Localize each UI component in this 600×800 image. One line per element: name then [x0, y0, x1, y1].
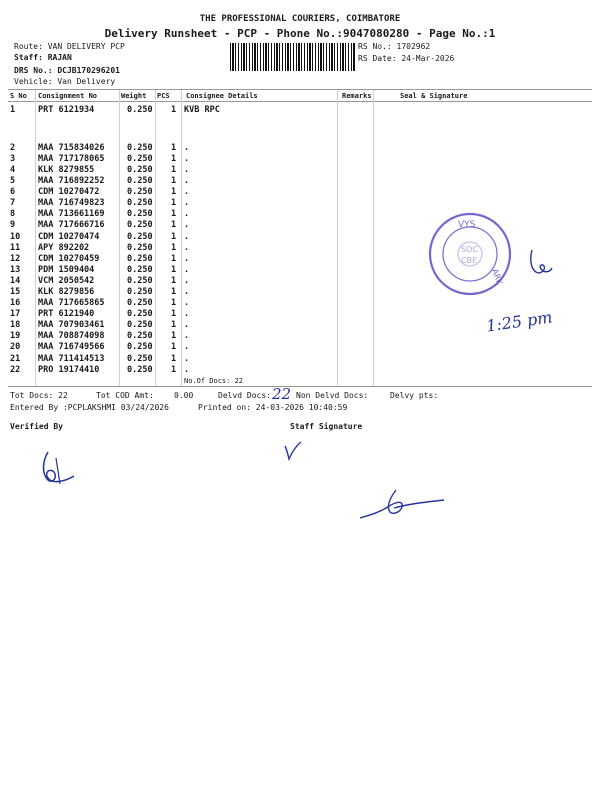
- row-consignment: KLK 8279856: [38, 287, 95, 297]
- table-bottom-rule: [8, 386, 592, 387]
- row-consignment: CDM 10270472: [38, 187, 100, 197]
- printed-on: Printed on: 24-03-2026 10:40:59: [198, 403, 348, 412]
- row-consignment: MAA 717178065: [38, 154, 105, 164]
- staff-label: Staff: RAJAN: [14, 53, 72, 62]
- staff-signature: [356, 488, 446, 520]
- row-pcs: 1: [171, 198, 177, 208]
- row-details: .: [184, 154, 190, 164]
- row-sno: 10: [10, 232, 21, 242]
- row-sno: 5: [10, 176, 16, 186]
- row-details: .: [184, 331, 190, 341]
- row-pcs: 1: [171, 342, 177, 352]
- table-row: [0, 354, 600, 365]
- row-consignment: CDM 10270474: [38, 232, 100, 242]
- row-consignment: PDM 1509404: [38, 265, 95, 275]
- row-sno: 20: [10, 342, 21, 352]
- row-details: .: [184, 342, 190, 352]
- header-top-rule: [8, 89, 592, 90]
- row-consignment: MAA 707903461: [38, 320, 105, 330]
- row-weight: 0.250: [127, 220, 153, 230]
- row-consignment: MAA 716892252: [38, 176, 105, 186]
- row-sno: 14: [10, 276, 21, 286]
- row-pcs: 1: [171, 354, 177, 364]
- row-sno: 4: [10, 165, 16, 175]
- row-sno: 11: [10, 243, 21, 253]
- row-pcs: 1: [171, 232, 177, 242]
- row-pcs: 1: [171, 309, 177, 319]
- row-pcs: 1: [171, 365, 177, 375]
- rs-number: RS No.: 1702962: [358, 42, 431, 51]
- row-details: .: [184, 320, 190, 330]
- row-weight: 0.250: [127, 232, 153, 242]
- svg-text:ARK: ARK: [490, 267, 505, 286]
- row-consignment: MAA 716749823: [38, 198, 105, 208]
- non-delvd-docs-label: Non Delvd Docs:: [296, 391, 369, 400]
- svg-text:CBE: CBE: [461, 256, 478, 265]
- vehicle-label: Vehicle: Van Delivery: [14, 77, 116, 86]
- row-details: .: [184, 176, 190, 186]
- col-seal-signature: Seal & Signature: [400, 92, 468, 100]
- row-consignment: MAA 717665865: [38, 298, 105, 308]
- table-row: [0, 105, 600, 116]
- table-row: [0, 187, 600, 198]
- row-details: .: [184, 298, 190, 308]
- row-weight: 0.250: [127, 309, 153, 319]
- col-consignee-details: Consignee Details: [186, 92, 258, 100]
- row-details: KVB RPC: [184, 105, 220, 115]
- table-row: [0, 154, 600, 165]
- table-row: [0, 298, 600, 309]
- row-pcs: 1: [171, 143, 177, 153]
- row-details: .: [184, 365, 190, 375]
- row-details: .: [184, 254, 190, 264]
- row-sno: 17: [10, 309, 21, 319]
- table-row: [0, 331, 600, 342]
- row-sno: 19: [10, 331, 21, 341]
- row-weight: 0.250: [127, 354, 153, 364]
- row-weight: 0.250: [127, 320, 153, 330]
- row-weight: 0.250: [127, 298, 153, 308]
- drs-number: DRS No.: DCJB170296201: [14, 66, 120, 75]
- company-name: THE PROFESSIONAL COURIERS, COIMBATORE: [199, 14, 401, 24]
- row-sno: 16: [10, 298, 21, 308]
- row-weight: 0.250: [127, 209, 153, 219]
- row-sno: 7: [10, 198, 16, 208]
- row-details: .: [184, 143, 190, 153]
- row-sno: 6: [10, 187, 16, 197]
- runsheet-title: Delivery Runsheet - PCP - Phone No.:9047080280 - Page No.:1: [104, 27, 496, 40]
- row-details: .: [184, 209, 190, 219]
- row-pcs: 1: [171, 276, 177, 286]
- table-row: [0, 198, 600, 209]
- row-details: .: [184, 220, 190, 230]
- staff-signature-label: Staff Signature: [290, 422, 363, 431]
- table-row: [0, 342, 600, 353]
- row-consignment: MAA 711414513: [38, 354, 105, 364]
- row-weight: 0.250: [127, 365, 153, 375]
- row-sno: 22: [10, 365, 21, 375]
- row-pcs: 1: [171, 154, 177, 164]
- row-weight: 0.250: [127, 176, 153, 186]
- row-sno: 12: [10, 254, 21, 264]
- row-sno: 1: [10, 105, 16, 115]
- tot-docs: Tot Docs: 22: [10, 391, 68, 400]
- row-consignment: MAA 717666716: [38, 220, 105, 230]
- row-details: .: [184, 165, 190, 175]
- row-weight: 0.250: [127, 265, 153, 275]
- row-details: .: [184, 265, 190, 275]
- row-weight: 0.250: [127, 154, 153, 164]
- rs-date: RS Date: 24-Mar-2026: [358, 54, 455, 63]
- entered-by: Entered By :PCPLAKSHMI 03/24/2026: [10, 403, 169, 412]
- row-pcs: 1: [171, 176, 177, 186]
- row-pcs: 1: [171, 165, 177, 175]
- row-details: .: [184, 309, 190, 319]
- row-weight: 0.250: [127, 198, 153, 208]
- handwritten-time: 1:25 pm: [485, 307, 554, 336]
- row-weight: 0.250: [127, 254, 153, 264]
- svg-text:VYS: VYS: [458, 220, 476, 230]
- row-sno: 9: [10, 220, 16, 230]
- row-sno: 2: [10, 143, 16, 153]
- row-consignment: MAA 715834026: [38, 143, 105, 153]
- row-weight: 0.250: [127, 331, 153, 341]
- row-pcs: 1: [171, 287, 177, 297]
- col-sno: S No: [10, 92, 27, 100]
- col-remarks: Remarks: [342, 92, 372, 100]
- col-consignment: Consignment No: [38, 92, 98, 100]
- row-details: .: [184, 276, 190, 286]
- row-weight: 0.250: [127, 276, 153, 286]
- row-details: .: [184, 232, 190, 242]
- row-consignment: VCM 2050542: [38, 276, 95, 286]
- tot-cod-value: 0.00: [174, 391, 194, 400]
- row-weight: 0.250: [127, 243, 153, 253]
- row-pcs: 1: [171, 187, 177, 197]
- svg-text:SOC: SOC: [461, 245, 478, 254]
- row-consignment: PRT 6121940: [38, 309, 95, 319]
- row-sno: 21: [10, 354, 21, 364]
- row-pcs: 1: [171, 320, 177, 330]
- row-sno: 3: [10, 154, 16, 164]
- table-row: [0, 165, 600, 176]
- row-sno: 15: [10, 287, 21, 297]
- staff-tick-mark: [282, 440, 304, 462]
- seal-area-signature: [526, 248, 554, 278]
- row-details: .: [184, 243, 190, 253]
- row-weight: 0.250: [127, 287, 153, 297]
- row-weight: 0.250: [127, 187, 153, 197]
- row-consignment: APY 892202: [38, 243, 90, 253]
- row-weight: 0.250: [127, 105, 153, 115]
- row-consignment: MAA 713661169: [38, 209, 105, 219]
- row-pcs: 1: [171, 220, 177, 230]
- row-details: .: [184, 198, 190, 208]
- barcode: [230, 43, 356, 71]
- row-pcs: 1: [171, 254, 177, 264]
- company-seal-stamp: [428, 212, 514, 298]
- row-consignment: KLK 8279855: [38, 165, 95, 175]
- row-consignment: PRT 6121934: [38, 105, 95, 115]
- table-row: [0, 365, 600, 376]
- row-pcs: 1: [171, 209, 177, 219]
- table-row: [0, 143, 600, 154]
- row-sno: 13: [10, 265, 21, 275]
- table-row: [0, 176, 600, 187]
- verified-by-label: Verified By: [10, 422, 63, 431]
- tot-cod-label: Tot COD Amt:: [96, 391, 154, 400]
- delvy-pts-label: Delvy pts:: [390, 391, 439, 400]
- route-label: Route: VAN DELIVERY PCP: [14, 42, 125, 51]
- row-pcs: 1: [171, 331, 177, 341]
- row-pcs: 1: [171, 298, 177, 308]
- header-bottom-rule: [8, 101, 592, 102]
- row-pcs: 1: [171, 265, 177, 275]
- row-details: .: [184, 287, 190, 297]
- row-weight: 0.250: [127, 143, 153, 153]
- verified-by-signature: [34, 448, 78, 488]
- delvd-docs-label: Delvd Docs:: [218, 391, 271, 400]
- row-consignment: MAA 708874098: [38, 331, 105, 341]
- row-details: .: [184, 354, 190, 364]
- row-weight: 0.250: [127, 165, 153, 175]
- row-sno: 18: [10, 320, 21, 330]
- no-of-docs: No.Of Docs: 22: [184, 377, 244, 385]
- row-details: .: [184, 187, 190, 197]
- col-pcs: PCS: [157, 92, 170, 100]
- row-consignment: MAA 716749566: [38, 342, 105, 352]
- row-weight: 0.250: [127, 342, 153, 352]
- row-sno: 8: [10, 209, 16, 219]
- row-consignment: PRO 19174410: [38, 365, 100, 375]
- col-weight: Weight: [121, 92, 147, 100]
- row-consignment: CDM 10270459: [38, 254, 100, 264]
- row-pcs: 1: [171, 243, 177, 253]
- delvd-docs-handwritten: 22: [272, 385, 292, 403]
- row-pcs: 1: [171, 105, 177, 115]
